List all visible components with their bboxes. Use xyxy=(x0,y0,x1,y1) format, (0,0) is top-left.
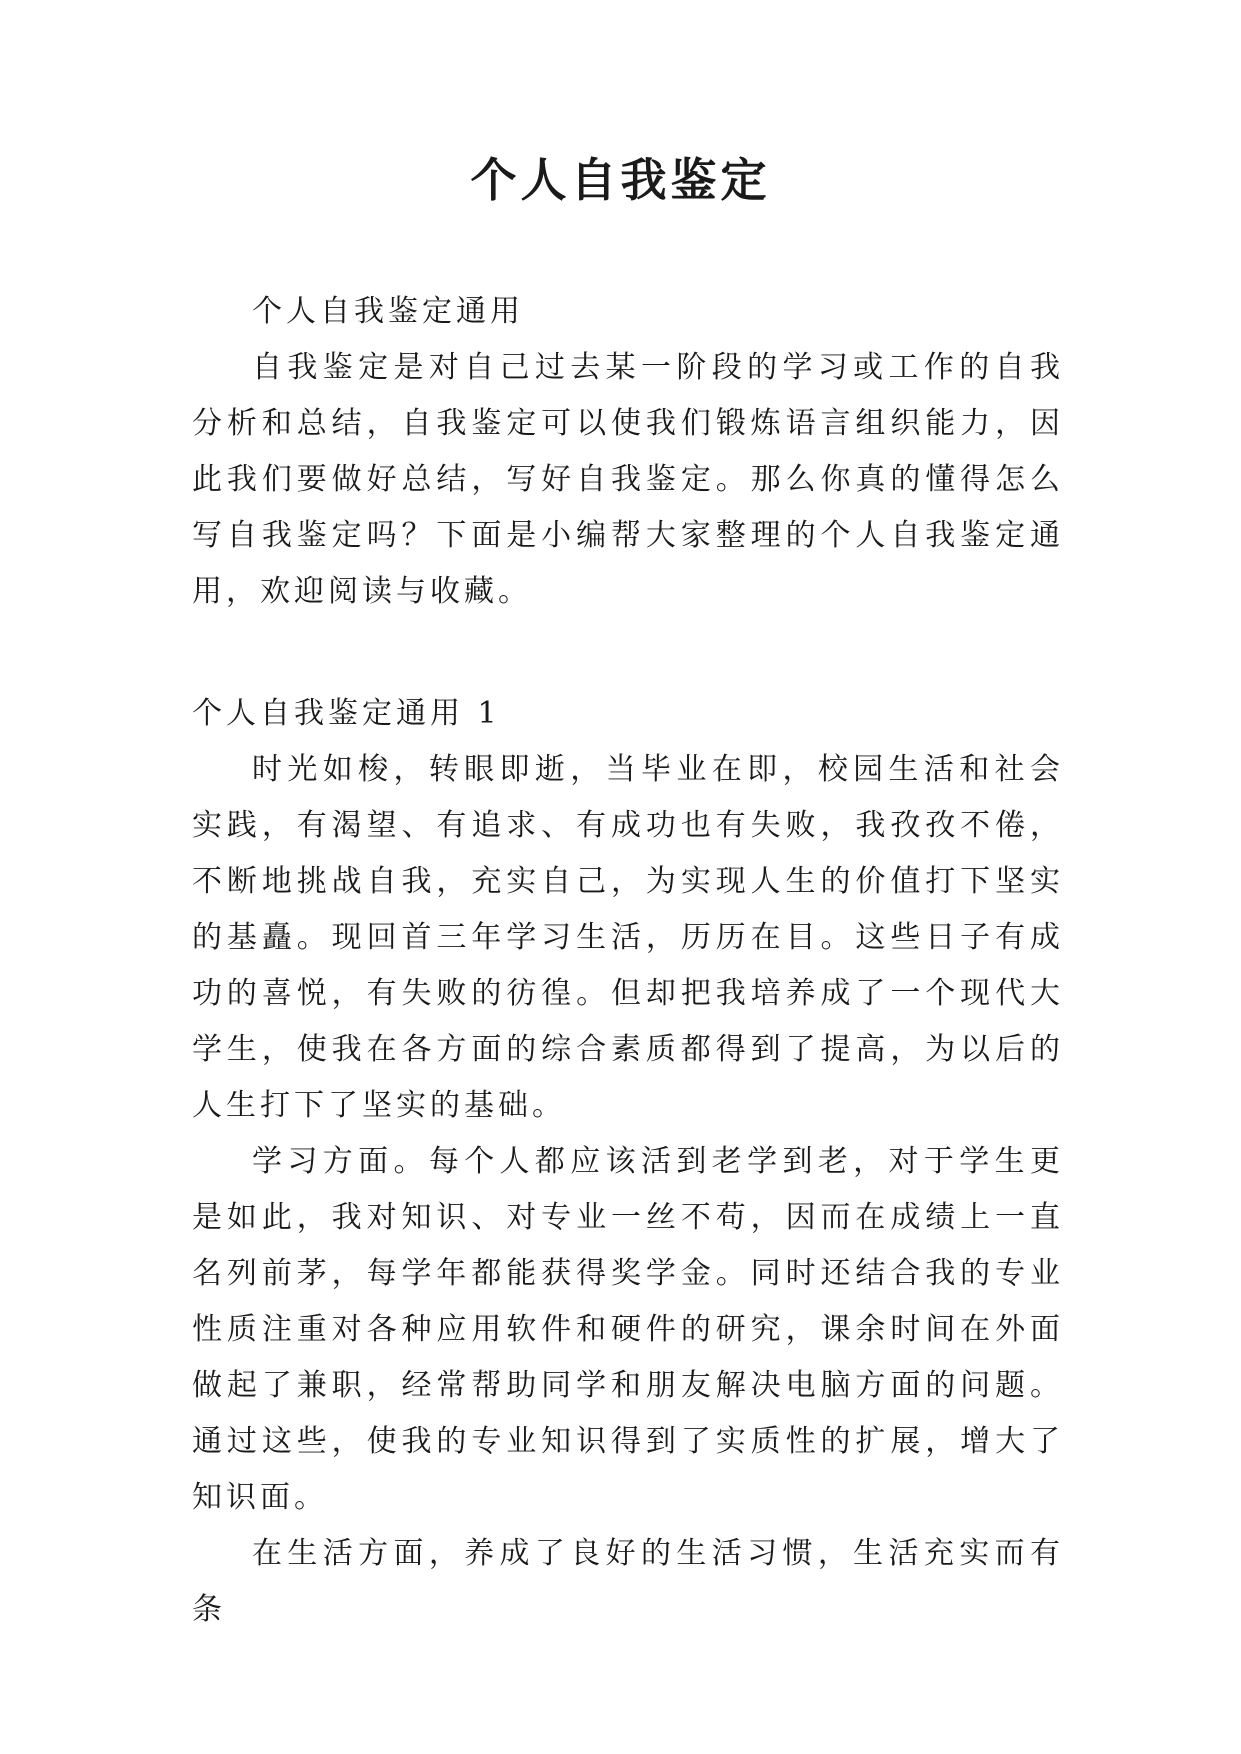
body-paragraph: 学习方面。每个人都应该活到老学到老，对于学生更是如此，我对知识、对专业一丝不苟，因而在成绩上一直名列前茅，每学年都能获得奖学金。同时还结合我的专业性质注重对各种应用软件和硬件的研究，课余时间在外面做起了兼职，经常帮助同学和朋友解决电脑方面的问题。通过这些，使我的专业知识得到了实质性的扩展，增大了知识面。 xyxy=(192,1144,1064,1515)
section-heading: 个人自我鉴定通用 1 xyxy=(192,696,501,731)
intro-subtitle: 个人自我鉴定通用 xyxy=(252,294,524,329)
document-title: 个人自我鉴定 xyxy=(470,153,771,207)
intro-paragraph: 自我鉴定是对自己过去某一阶段的学习或工作的自我分析和总结，自我鉴定可以使我们锻炼语言组织能力，因此我们要做好总结，写好自我鉴定。那么你真的懂得怎么写自我鉴定吗？下面是小编帮大家整理的个人自我鉴定通用，欢迎阅读与收藏。 xyxy=(192,350,1064,609)
document-body xyxy=(192,284,1064,1638)
body-paragraph: 时光如梭，转眼即逝，当毕业在即，校园生活和社会实践，有渴望、有追求、有成功也有失败，我孜孜不倦，不断地挑战自我，充实自己，为实现人生的价值打下坚实的基矗。现回首三年学习生活，历历在目。这些日子有成功的喜悦，有失败的彷徨。但却把我培养成了一个现代大学生，使我在各方面的综合素质都得到了提高，为以后的人生打下了坚实的基础。 xyxy=(192,752,1064,1123)
body-paragraph: 在生活方面，养成了良好的生活习惯，生活充实而有条 xyxy=(192,1536,1064,1627)
